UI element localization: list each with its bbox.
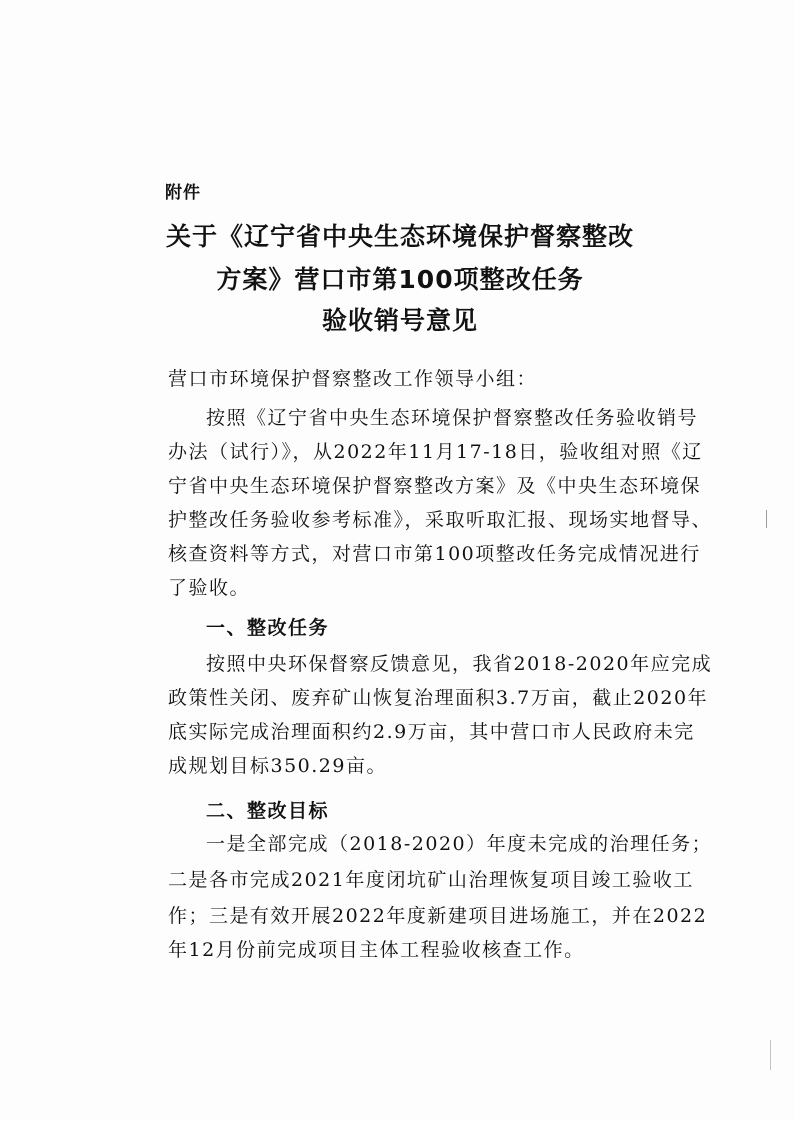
section2-line-3: 作；三是有效开展2022年度新建项目进场施工，并在2022 bbox=[168, 905, 708, 927]
salutation: 营口市环境保护督察整改工作领导小组： bbox=[168, 368, 538, 390]
document-title-line-2: 方案》营口市第100项整改任务 bbox=[216, 265, 584, 294]
section1-line-4: 成规划目标350.29亩。 bbox=[168, 755, 387, 777]
intro-line-6: 了验收。 bbox=[168, 577, 251, 599]
intro-line-3: 宁省中央生态环境保护督察整改方案》及《中央生态环境保 bbox=[168, 475, 702, 497]
section1-line-1: 按照中央环保督察反馈意见，我省2018-2020年应完成 bbox=[206, 653, 713, 675]
section-heading-goals: 二、整改目标 bbox=[206, 800, 330, 822]
intro-line-1: 按照《辽宁省中央生态环境保护督察整改任务验收销号 bbox=[206, 407, 699, 429]
section1-line-3: 底实际完成治理面积约2.9万亩，其中营口市人民政府未完 bbox=[168, 721, 695, 743]
intro-line-2: 办法（试行）》，从2022年11月17-18日，验收组对照《辽 bbox=[168, 441, 703, 463]
intro-line-4: 护整改任务验收参考标准》，采取听取汇报、现场实地督导、 bbox=[168, 509, 713, 531]
scan-mark bbox=[766, 510, 767, 528]
section-heading-tasks: 一、整改任务 bbox=[206, 617, 330, 639]
scan-mark bbox=[770, 1040, 771, 1070]
attachment-label: 附件 bbox=[165, 183, 201, 203]
document-title-line-3: 验收销号意见 bbox=[321, 306, 478, 335]
intro-line-5: 核查资料等方式，对营口市第100项整改任务完成情况进行 bbox=[168, 543, 701, 565]
section1-line-2: 政策性关闭、废弃矿山恢复治理面积3.7万亩，截止2020年 bbox=[168, 687, 709, 709]
section2-line-1: 一是全部完成（2018-2020）年度未完成的治理任务； bbox=[206, 833, 713, 855]
section2-line-4: 年12月份前完成项目主体工程验收核查工作。 bbox=[168, 939, 585, 961]
section2-line-2: 二是各市完成2021年度闭坑矿山治理恢复项目竣工验收工 bbox=[168, 869, 694, 891]
document-title-line-1: 关于《辽宁省中央生态环境保护督察整改 bbox=[165, 222, 634, 251]
